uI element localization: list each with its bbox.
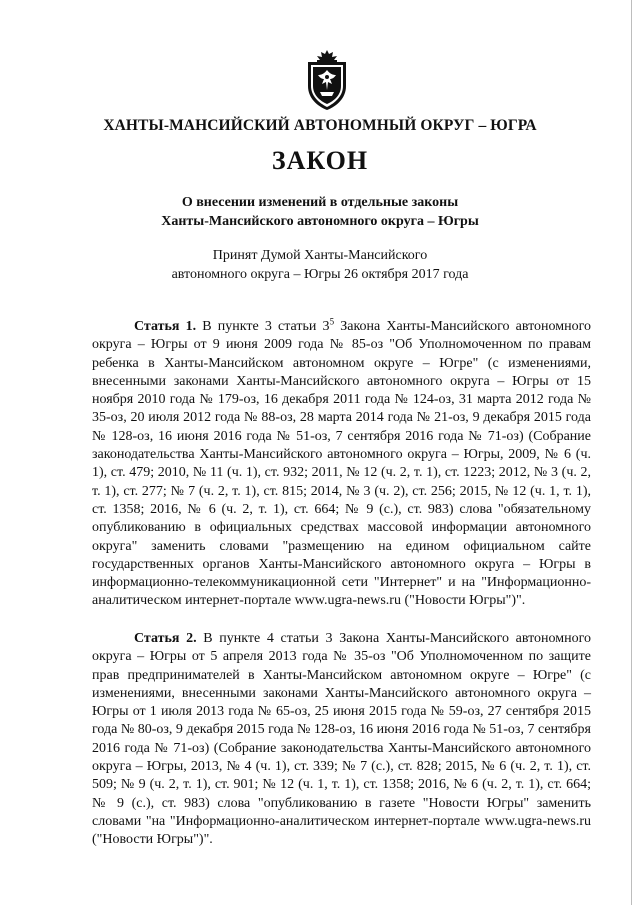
article-1-text: Закона Ханты-Мансийского автономного округа – Югры от 9 июня 2009 года № 85-оз "Об Уполномоченном по правам ребенка в Ханты-Мансийском автономном округе – Югре" (с изменениями, внесенными законами Ханты-Мансийского автономного округа – Югры от 15 ноября 2010 года № 179-оз, 16 декабря 2011 года № 124-оз, 31 марта 2012 года № 35-оз, 20 июля 2012 года № 88-оз, 28 марта 2014 года № 21-оз, 9 декабря 2015 года № 128-оз, 16 июня 2016 года № 51-оз, 7 сентября 2016 года № 71-оз) (Собрание законодательства Ханты-Мансийского автономного округа – Югры, 2009, № 6 (ч. 1), ст. 479; 2010, № 11 (ч. 1), ст. 932; 2011, № 12 (ч. 2, т. 1), ст. 1223; 2012, № 3 (ч. 2, т. 1), ст. 277; № 7 (ч. 2, т. 1), ст. 815; 2014, № 3 (ч. 2), ст. 256; 2015, № 12 (ч. 1, т. 1), ст. 1358; 2016, № 6 (ч. 2, т. 1), ст. 664; № 9 (с.), ст. 983) слова "обязательному опубликованию в официальных средствах массовой информации автономного округа" заменить словами "размещению на едином официальном сайте государственных органов Ханты-Мансийского автономного округа – Югры в информационно-телекоммуникационной сети "Интернет" и на "Информационно-аналитическом интернет-портале www.ugra-news.ru ("Новости Югры")". [92,319,591,609]
adoption-note [0,246,640,284]
adoption-note-line-2: автономного округа – Югры 26 октября 2017 года [171,267,469,282]
article-2-text: В пункте 4 статьи 3 Закона Ханты-Мансийского автономного округа – Югры от 5 апреля 2013 года № 35-оз "Об Уполномоченном по защите прав предпринимателей в Ханты-Мансийском автономном округе – Югре" (с изменениями, внесенными законами Ханты-Мансийского автономного округа – Югры от 1 июля 2013 года № 65-оз, 25 июня 2015 года № 59-оз, 27 сентября 2015 года № 80-оз, 9 декабря 2015 года № 128-оз, 16 июня 2016 года № 51-оз, 7 сентября 2016 года № 71-оз) (Собрание законодательства Ханты-Мансийского автономного округа – Югры, 2013, № 4 (ч. 1), ст. 339; № 7 (с.), ст. 828; 2015, № 6 (ч. 2, т. 1), ст. 509; № 9 (ч. 2, т. 1), ст. 901; № 12 (ч. 1, т. 1), ст. 1358; 2016, № 6 (ч. 2, т. 1), ст. 664; № 9 (с.), ст. 983) слова "опубликованию в газете "Новости Югры" заменить словами "на "Информационно-аналитическом интернет-портале www.ugra-news.ru ("Новости Югры")". [92,631,591,848]
adoption-note-line-1: Принят Думой Ханты-Мансийского [212,248,428,263]
document-type-heading: ЗАКОН [271,146,369,175]
scan-edge-line [631,0,632,905]
article-1 [92,318,591,611]
region-heading: ХАНТЫ-МАНСИЙСКИЙ АВТОНОМНЫЙ ОКРУГ – ЮГРА [103,117,537,134]
article-1-superscript: 5 [329,316,335,327]
document-title-line-2: Ханты-Мансийского автономного округа – Югры [161,214,479,229]
article-1-intro: В пункте 3 статьи 3 [196,319,330,334]
coat-of-arms-icon [302,48,352,112]
document-title [0,193,640,231]
article-2 [92,630,591,850]
article-1-label: Статья 1. [134,319,197,334]
article-2-label: Статья 2. [134,631,197,646]
document-title-line-1: О внесении изменений в отдельные законы [181,195,459,210]
